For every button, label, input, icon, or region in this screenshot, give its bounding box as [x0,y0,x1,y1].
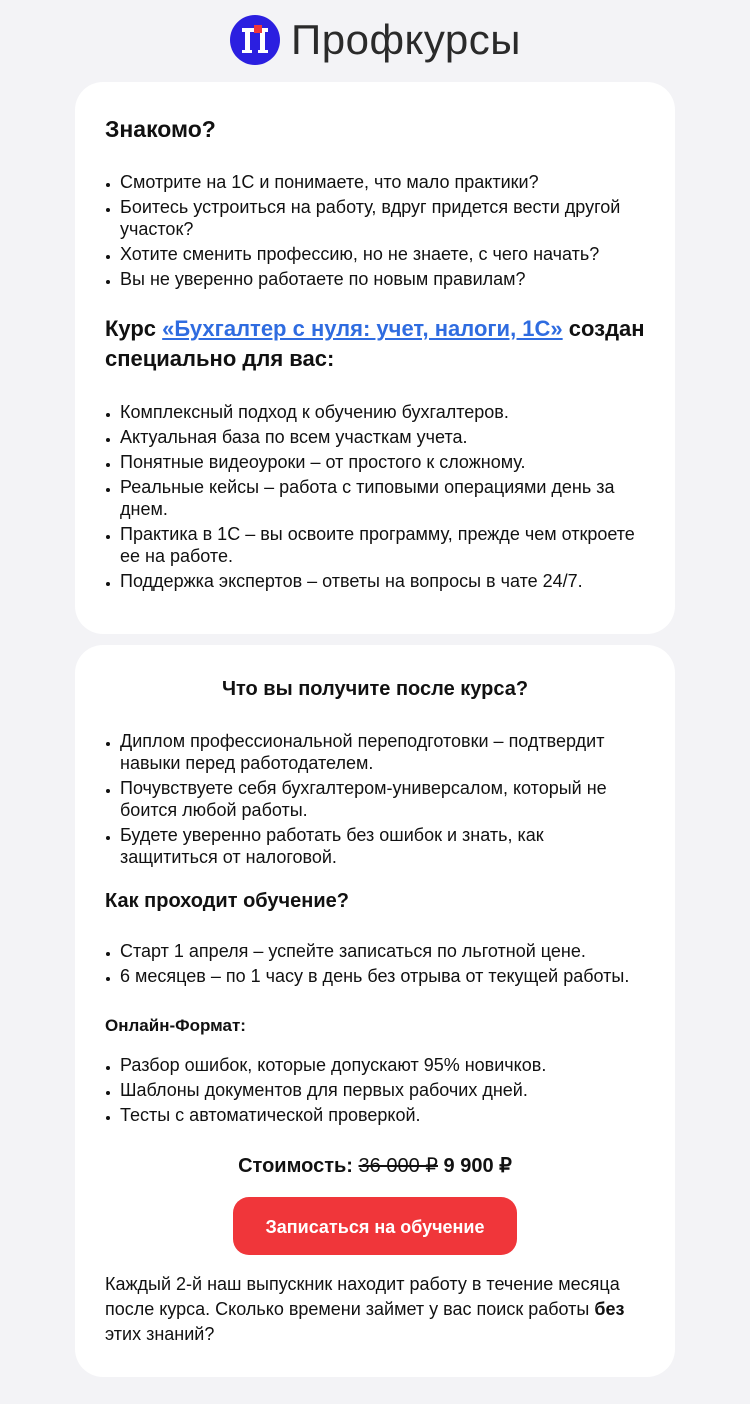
list-item: • 6 месяцев – по 1 часу в день без отрыва от текущей работы. [120,965,655,987]
course-heading [105,314,655,374]
features-list [105,401,655,595]
list-item: • Актуальная база по всем участкам учета. [120,426,655,448]
list-item: • Разбор ошибок, которые допускают 95% новичков. [120,1054,655,1076]
process-list [105,940,655,990]
logo[interactable] [229,14,521,66]
intro-card [75,82,675,634]
list-item: • Диплом профессиональной переподготовки – подтвердит навыки перед работодателем. [120,730,645,774]
list-item: • Старт 1 апреля – успейте записаться по льготной цене. [120,940,655,962]
process-title: Как проходит обучение? [105,890,349,912]
footer-bold: без [594,1299,625,1319]
footer-end: этих знаний? [105,1324,215,1344]
list-item: • Смотрите на 1С и понимаете, что мало практики? [120,171,655,193]
old-price: 36 000 ₽ [358,1155,438,1177]
intro-title: Знакомо? [105,116,216,142]
logo-icon [229,14,281,66]
price [75,1153,675,1179]
price-label: Стоимость: [238,1155,353,1177]
enroll-button[interactable]: Записаться на обучение [233,1197,517,1255]
list-item: • Практика в 1С – вы освоите программу, прежде чем откроете ее на работе. [120,523,655,567]
list-item: • Хотите сменить профессию, но не знаете, с чего начать? [120,243,655,265]
list-item: • Будете уверенно работать без ошибок и знать, как защититься от налоговой. [120,824,645,868]
format-list [105,1054,655,1129]
course-suffix: создан специально для вас: [105,316,645,371]
footer-note [105,1272,635,1347]
list-item: • Шаблоны документов для первых рабочих дней. [120,1079,655,1101]
footer-main: Каждый 2-й наш выпускник находит работу в течение месяца после курса. Сколько времени займет у вас поиск работы [105,1274,620,1319]
header [0,0,750,80]
new-price: 9 900 ₽ [443,1155,512,1177]
course-link[interactable]: «Бухгалтер с нуля: учет, налоги, 1С» [162,316,563,341]
list-item: • Почувствуете себя бухгалтером-универсалом, который не боится любой работы. [120,777,645,821]
benefits-card [75,645,675,1377]
course-prefix: Курс [105,316,163,341]
pain-points-list [105,171,655,293]
list-item: • Тесты с автоматической проверкой. [120,1104,655,1126]
list-item: • Вы не уверенно работаете по новым правилам? [120,268,655,290]
benefits-title: Что вы получите после курса? [221,678,529,700]
benefits-list [105,730,645,871]
logo-text: Профкурсы [291,16,521,63]
list-item: • Поддержка экспертов – ответы на вопросы в чате 24/7. [120,570,655,592]
list-item: • Комплексный подход к обучению бухгалтеров. [120,401,655,423]
list-item: • Боитесь устроиться на работу, вдруг придется вести другой участок? [120,196,655,240]
list-item: • Реальные кейсы – работа с типовыми операциями день за днем. [120,476,655,520]
list-item: • Понятные видеоуроки – от простого к сложному. [120,451,655,473]
format-title: Онлайн-Формат: [105,1016,246,1035]
